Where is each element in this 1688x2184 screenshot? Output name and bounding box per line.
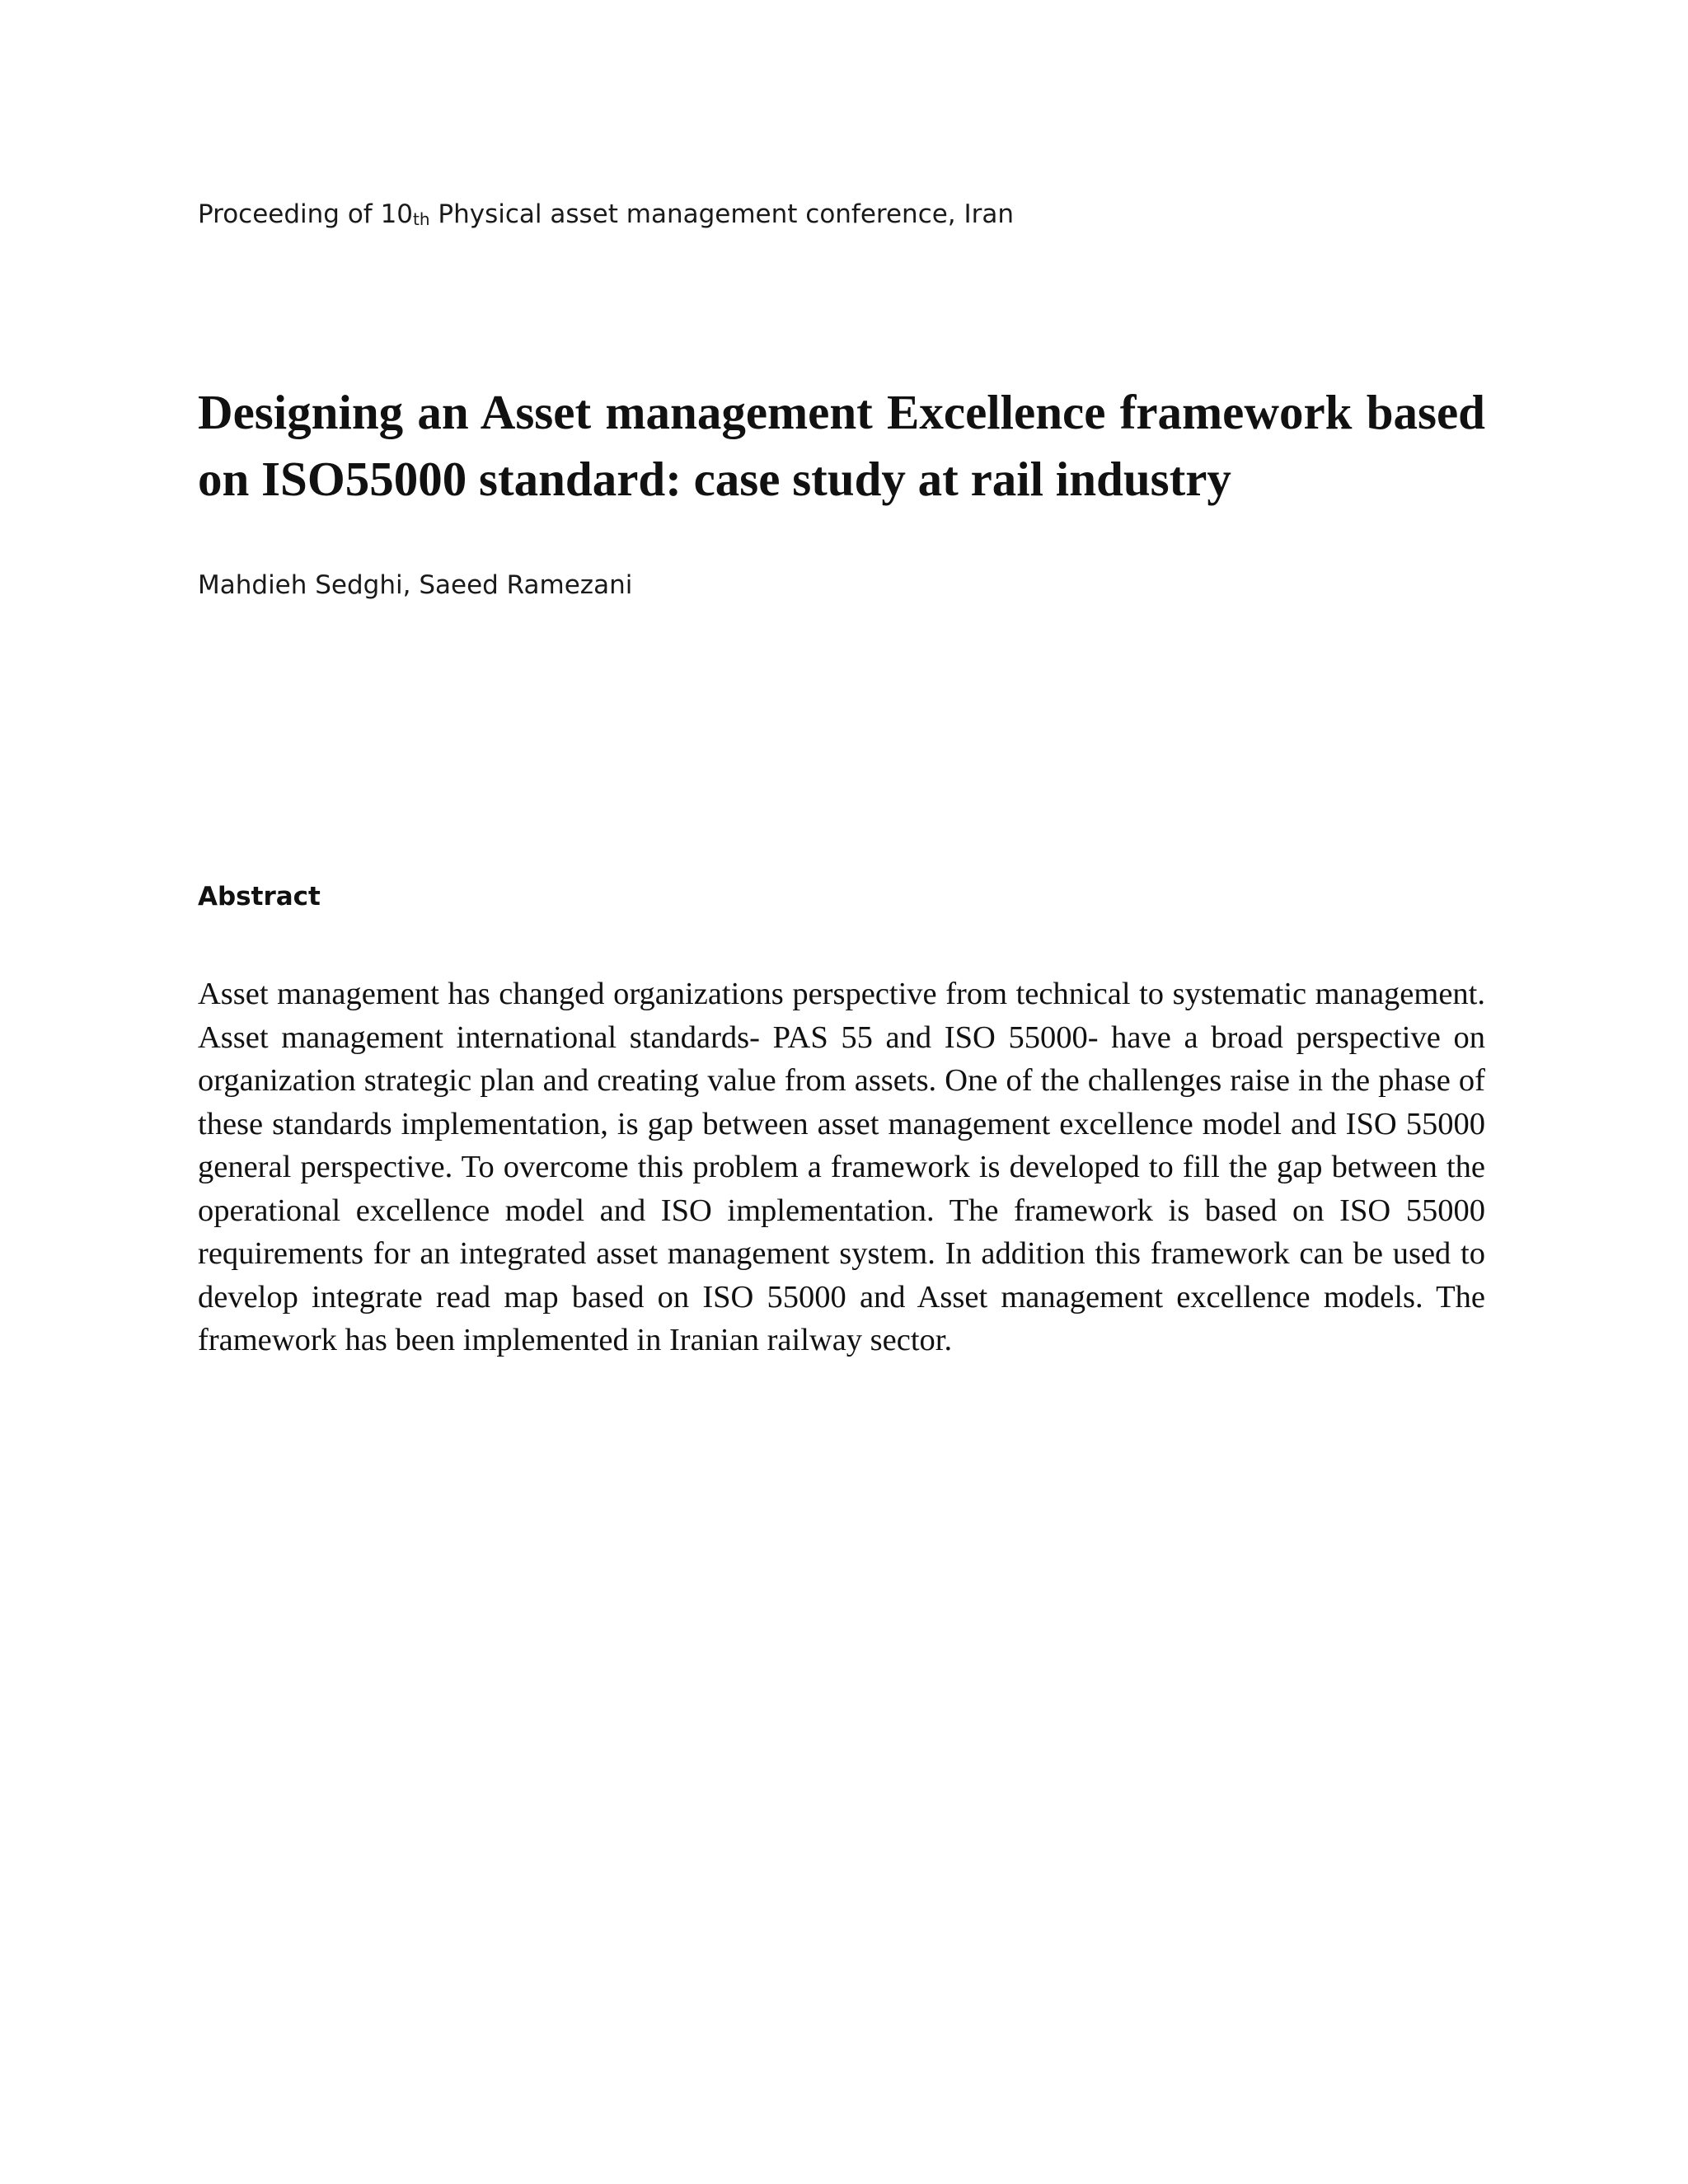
abstract-body: Asset management has changed organizations perspective from technical to systematic management. Asset management international standards- PAS 55 and ISO 55000- have a broad perspective on organization strategic plan and creating value from assets. One of the challenges raise in the phase of these standards implementation, is gap between asset management excellence model and ISO 55000 general perspective. To overcome this problem a framework is developed to fill the gap between the operational excellence model and ISO implementation. The framework is based on ISO 55000 requirements for an integrated asset management system. In addition this framework can be used to develop integrate read map based on ISO 55000 and Asset management excellence models. The framework has been implemented in Iranian railway sector. [198, 977, 1485, 1357]
abstract-heading: Abstract [198, 882, 321, 912]
proceeding-ordinal-suffix: th [413, 209, 430, 229]
paper-authors: Mahdieh Sedghi, Saeed Ramezani [198, 570, 633, 600]
conference-proceeding-line [198, 196, 1484, 232]
proceeding-suffix: Physical asset management conference, Iran [429, 199, 1015, 229]
paper-title: Designing an Asset management Excellence framework based on ISO55000 standard: case study at rail industry [198, 385, 1485, 506]
proceeding-prefix: Proceeding of 10 [198, 199, 414, 229]
